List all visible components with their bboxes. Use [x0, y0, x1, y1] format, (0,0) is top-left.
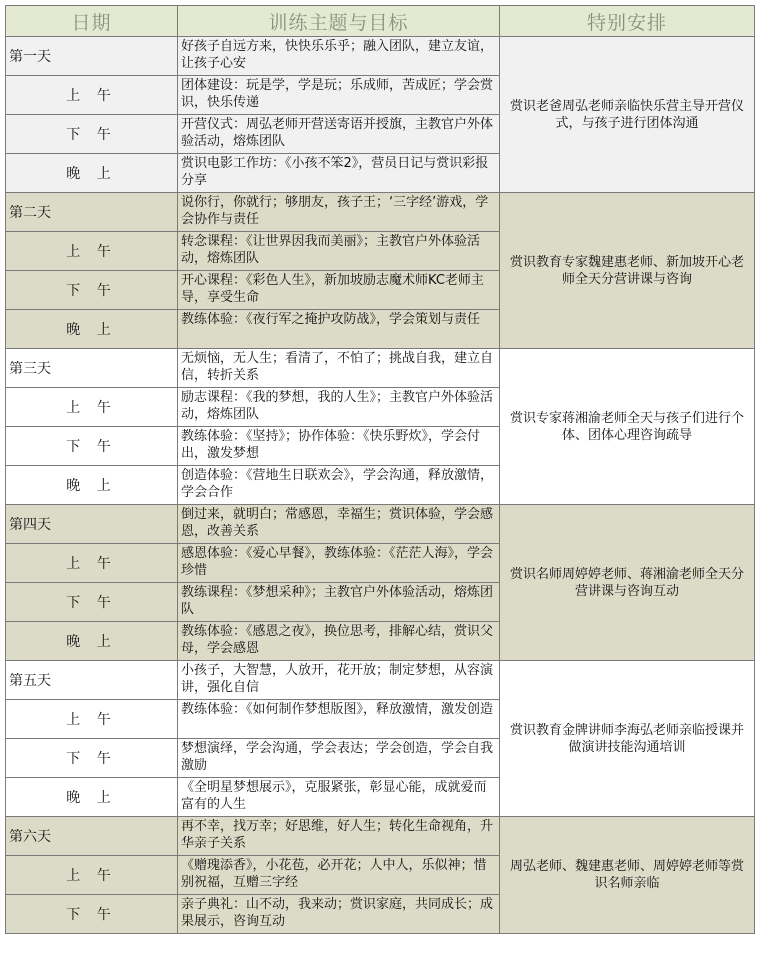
header-date: 日期 [6, 6, 178, 37]
slot-topic: 励志课程：《我的梦想，我的人生》；主教官户外体验活动，熔炼团队 [178, 388, 500, 427]
training-schedule-table [5, 5, 755, 934]
slot-label: 上 午 [6, 856, 178, 895]
day-topic: 说你行，你就行；够朋友，孩子王；‘三字经’游戏，学会协作与责任 [178, 193, 500, 232]
special-arrangement: 赏识教育金牌讲师李海弘老师亲临授课并做演讲技能沟通培训 [500, 661, 755, 817]
slot-label: 下 午 [6, 115, 178, 154]
day-topic: 好孩子自远方来，快快乐乐乎；融入团队，建立友谊，让孩子心安 [178, 37, 500, 76]
day-topic: 小孩子，大智慧，人放开，花开放；制定梦想，从容演讲，强化自信 [178, 661, 500, 700]
slot-label: 晚 上 [6, 466, 178, 505]
slot-label: 上 午 [6, 232, 178, 271]
slot-label: 上 午 [6, 76, 178, 115]
slot-topic: 感恩体验：《爱心早餐》，教练体验：《茫茫人海》，学会珍惜 [178, 544, 500, 583]
slot-label: 下 午 [6, 739, 178, 778]
day-label: 第二天 [6, 193, 178, 232]
slot-topic: 教练体验：《夜行军之掩护攻防战》，学会策划与责任 [178, 310, 500, 349]
slot-label: 上 午 [6, 544, 178, 583]
slot-topic: 梦想演绎，学会沟通，学会表达；学会创造，学会自我激励 [178, 739, 500, 778]
slot-topic: 《赠瑰添香》，小花苞，必开花；人中人，乐似神；惜别祝福，互赠三字经 [178, 856, 500, 895]
slot-label: 下 午 [6, 895, 178, 934]
slot-label: 上 午 [6, 388, 178, 427]
day-row [6, 661, 755, 700]
slot-topic: 团体建设：玩是学，学是玩；乐成师，苦成匠；学会赏识，快乐传递 [178, 76, 500, 115]
special-arrangement: 周弘老师、魏建惠老师、周婷婷老师等赏识名师亲临 [500, 817, 755, 934]
slot-label: 下 午 [6, 427, 178, 466]
day-row [6, 817, 755, 856]
slot-label: 下 午 [6, 271, 178, 310]
slot-topic: 创造体验：《营地生日联欢会》，学会沟通，释放激情，学会合作 [178, 466, 500, 505]
day-label: 第五天 [6, 661, 178, 700]
day-topic: 无烦恼，无人生；看清了，不怕了；挑战自我，建立自信，转折关系 [178, 349, 500, 388]
slot-label: 晚 上 [6, 622, 178, 661]
day-row [6, 37, 755, 76]
special-arrangement: 赏识名师周婷婷老师、蒋湘渝老师全天分营讲课与咨询互动 [500, 505, 755, 661]
special-arrangement: 赏识老爸周弘老师亲临快乐营主导开营仪式，与孩子进行团体沟通 [500, 37, 755, 193]
slot-label: 晚 上 [6, 310, 178, 349]
slot-topic: 教练体验：《坚持》；协作体验：《快乐野炊》，学会付出，激发梦想 [178, 427, 500, 466]
header-topic: 训练主题与目标 [178, 6, 500, 37]
day-label: 第一天 [6, 37, 178, 76]
header-special: 特别安排 [500, 6, 755, 37]
day-row [6, 349, 755, 388]
day-topic: 倒过来，就明白；常感恩，幸福生；赏识体验，学会感恩，改善关系 [178, 505, 500, 544]
slot-topic: 开心课程：《彩色人生》，新加坡励志魔术师KC老师主导，享受生命 [178, 271, 500, 310]
special-arrangement: 赏识教育专家魏建惠老师、新加坡开心老师全天分营讲课与咨询 [500, 193, 755, 349]
day-label: 第六天 [6, 817, 178, 856]
day-topic: 再不幸，找万幸；好思维，好人生；转化生命视角，升华亲子关系 [178, 817, 500, 856]
slot-label: 晚 上 [6, 154, 178, 193]
slot-topic: 亲子典礼：山不动，我来动；赏识家庭，共同成长；成果展示，咨询互动 [178, 895, 500, 934]
slot-label: 晚 上 [6, 778, 178, 817]
slot-topic: 赏识电影工作坊：《小孩不笨2》，营员日记与赏识彩报分享 [178, 154, 500, 193]
slot-topic: 教练体验：《如何制作梦想版图》，释放激情，激发创造 [178, 700, 500, 739]
day-row [6, 193, 755, 232]
slot-label: 下 午 [6, 583, 178, 622]
header-row [6, 6, 755, 37]
day-label: 第三天 [6, 349, 178, 388]
slot-topic: 转念课程：《让世界因我而美丽》；主教官户外体验活动，熔炼团队 [178, 232, 500, 271]
slot-topic: 《全明星梦想展示》，克服紧张，彰显心能，成就爱而富有的人生 [178, 778, 500, 817]
special-arrangement: 赏识专家蒋湘渝老师全天与孩子们进行个体、团体心理咨询疏导 [500, 349, 755, 505]
slot-topic: 教练体验：《感恩之夜》，换位思考，排解心结，赏识父母，学会感恩 [178, 622, 500, 661]
day-row [6, 505, 755, 544]
day-label: 第四天 [6, 505, 178, 544]
slot-topic: 开营仪式：周弘老师开营送寄语并授旗，主教官户外体验活动，熔炼团队 [178, 115, 500, 154]
slot-topic: 教练课程：《梦想采种》；主教官户外体验活动，熔炼团队 [178, 583, 500, 622]
slot-label: 上 午 [6, 700, 178, 739]
